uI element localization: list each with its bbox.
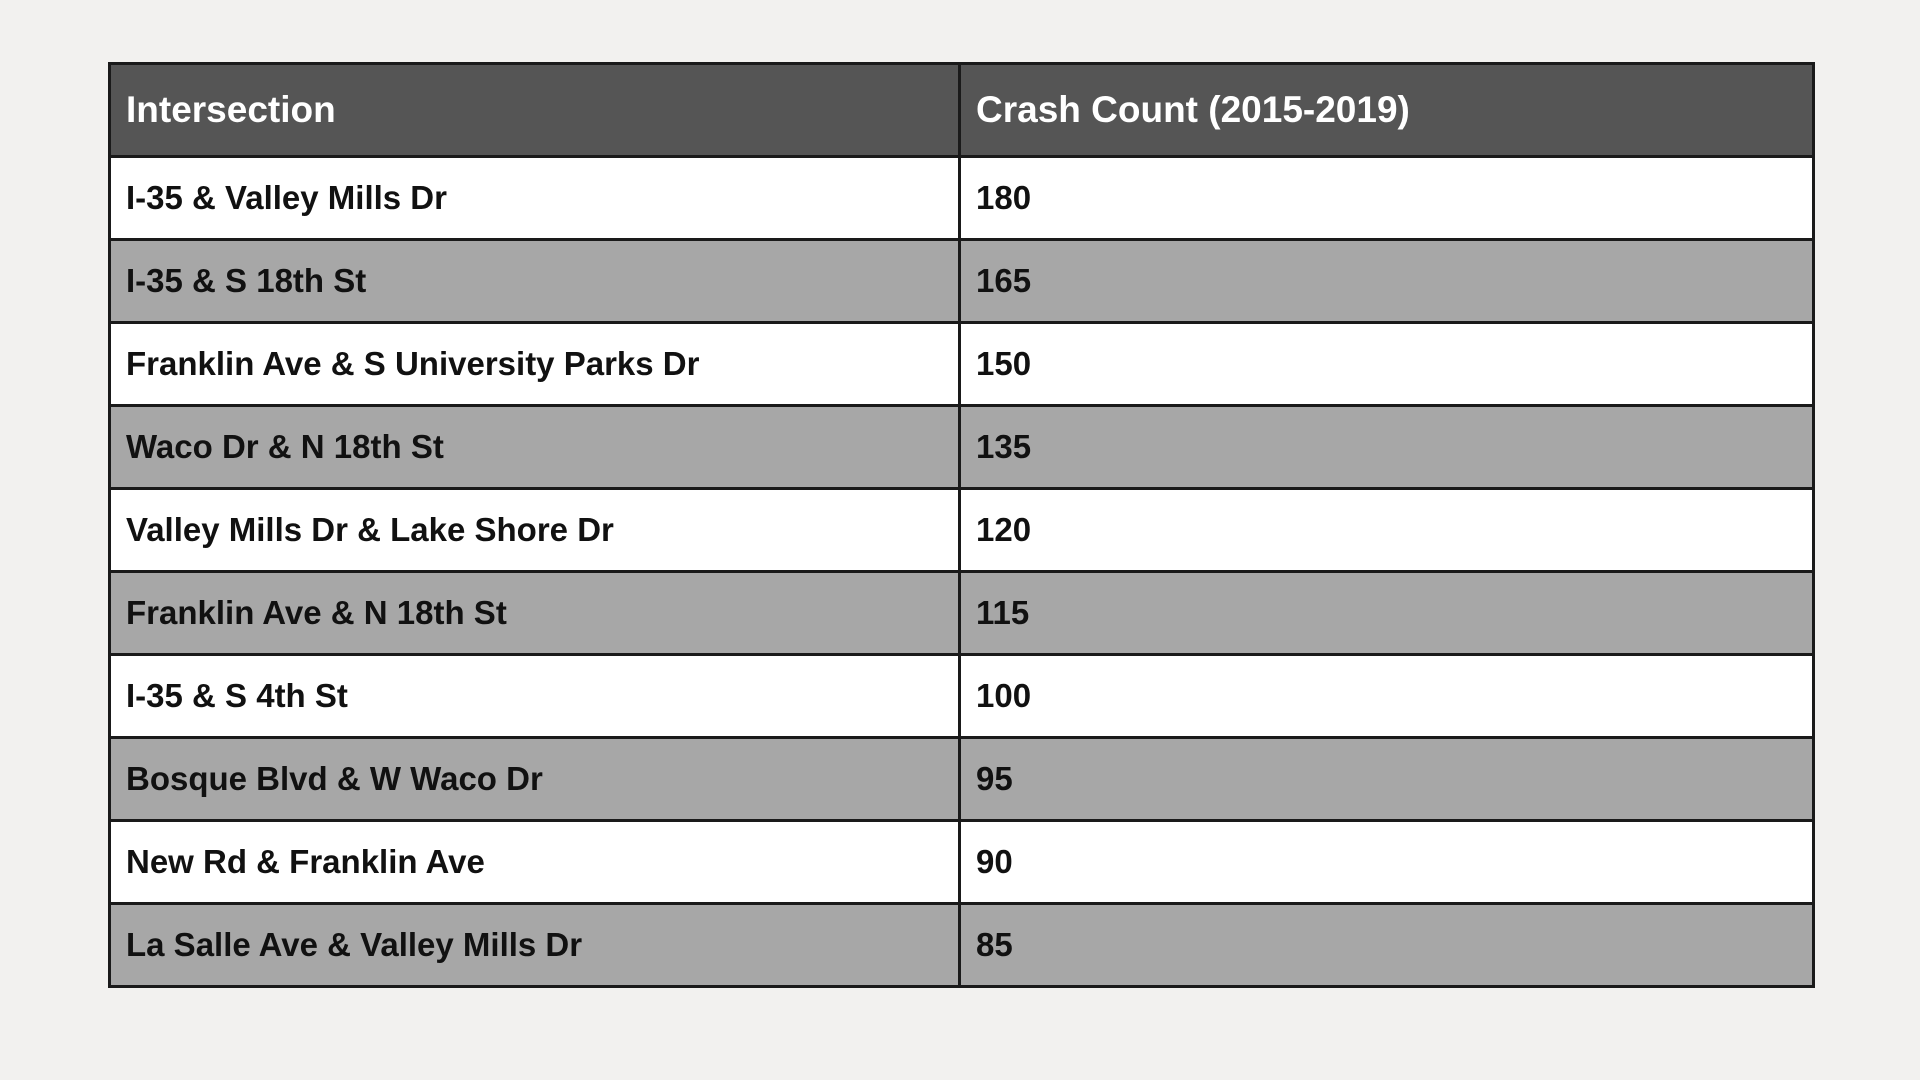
crash-count-cell: 120 [960, 489, 1814, 572]
table-row [110, 572, 1814, 655]
table-row [110, 489, 1814, 572]
crash-count-table [108, 62, 1815, 988]
crash-table-container [108, 62, 1812, 988]
table-row [110, 738, 1814, 821]
crash-count-cell: 95 [960, 738, 1814, 821]
table-body [110, 157, 1814, 987]
crash-count-cell: 180 [960, 157, 1814, 240]
intersection-cell: Franklin Ave & S University Parks Dr [110, 323, 960, 406]
intersection-cell: I-35 & Valley Mills Dr [110, 157, 960, 240]
table-row [110, 323, 1814, 406]
crash-count-cell: 150 [960, 323, 1814, 406]
crash-count-cell: 115 [960, 572, 1814, 655]
intersection-cell: La Salle Ave & Valley Mills Dr [110, 904, 960, 987]
table-row [110, 821, 1814, 904]
header-row [110, 64, 1814, 157]
table-row [110, 904, 1814, 987]
table-row [110, 406, 1814, 489]
crash-count-cell: 135 [960, 406, 1814, 489]
table-row [110, 655, 1814, 738]
intersection-cell: Valley Mills Dr & Lake Shore Dr [110, 489, 960, 572]
intersection-cell: New Rd & Franklin Ave [110, 821, 960, 904]
table-header [110, 64, 1814, 157]
intersection-cell: Franklin Ave & N 18th St [110, 572, 960, 655]
table-row [110, 157, 1814, 240]
intersection-cell: Bosque Blvd & W Waco Dr [110, 738, 960, 821]
crash-count-cell: 100 [960, 655, 1814, 738]
intersection-cell: I-35 & S 4th St [110, 655, 960, 738]
intersection-cell: I-35 & S 18th St [110, 240, 960, 323]
crash-count-cell: 165 [960, 240, 1814, 323]
column-header-crash-count: Crash Count (2015-2019) [960, 64, 1814, 157]
intersection-cell: Waco Dr & N 18th St [110, 406, 960, 489]
crash-count-cell: 90 [960, 821, 1814, 904]
table-row [110, 240, 1814, 323]
crash-count-cell: 85 [960, 904, 1814, 987]
column-header-intersection: Intersection [110, 64, 960, 157]
